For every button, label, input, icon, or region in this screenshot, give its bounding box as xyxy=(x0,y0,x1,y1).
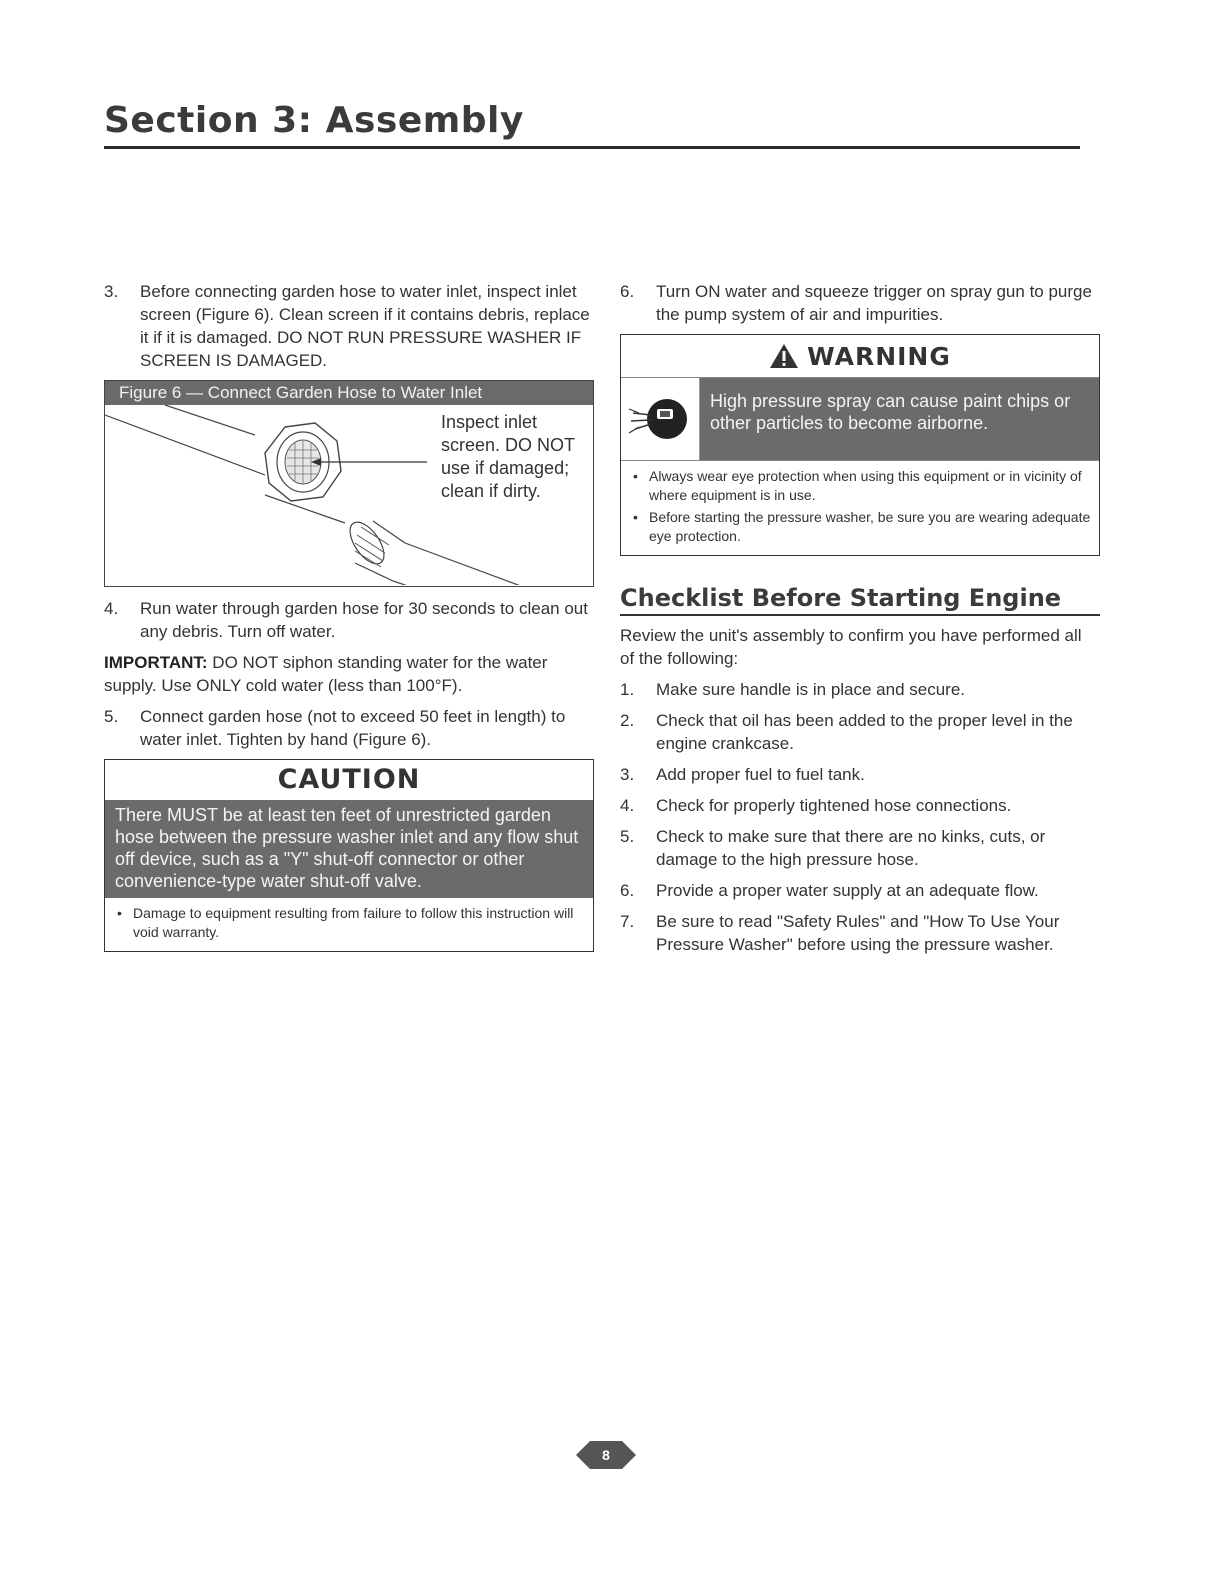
caution-bullets xyxy=(105,898,593,951)
step-text: Turn ON water and squeeze trigger on spray gun to purge the pump system of air and impurities. xyxy=(656,282,1092,324)
item-number: 2. xyxy=(620,710,635,730)
caution-bullet: • Damage to equipment resulting from failure to follow this instruction will void warranty. xyxy=(117,905,574,940)
item-text: Check to make sure that there are no kinks, cuts, or damage to the high pressure hose. xyxy=(656,826,1046,869)
step-number: 6. xyxy=(620,282,635,301)
checklist-item-7 xyxy=(620,910,1100,956)
checklist-item-1 xyxy=(620,678,1100,701)
item-text: Be sure to read "Safety Rules" and "How To Use Your Pressure Washer" before using the pressure washer. xyxy=(656,911,1060,954)
step-6 xyxy=(620,280,1100,326)
bullet-icon: • xyxy=(633,468,638,484)
important-note xyxy=(104,651,594,697)
step-5 xyxy=(104,705,594,751)
step-text: Run water through garden hose for 30 seconds to clean out any debris. Turn off water. xyxy=(140,599,588,641)
figure-caption: Figure 6 — Connect Garden Hose to Water Inlet xyxy=(105,381,593,405)
warning-heading: WARNING xyxy=(807,341,951,371)
eye-protection-icon xyxy=(627,391,693,447)
item-number: 5. xyxy=(620,826,635,846)
warning-bullets xyxy=(621,461,1099,555)
warning-icon-cell xyxy=(621,378,700,460)
step-number: 4. xyxy=(104,599,119,618)
page-number: 8 xyxy=(602,1447,610,1463)
warning-header xyxy=(621,335,1099,378)
checklist-rule xyxy=(620,614,1100,616)
item-text: Check that oil has been added to the proper level in the engine crankcase. xyxy=(656,710,1073,753)
figure-note: Inspect inlet screen. DO NOT use if damaged; clean if dirty. xyxy=(441,412,575,501)
checklist-item-5 xyxy=(620,825,1100,871)
step-4 xyxy=(104,597,594,643)
bullet-icon: • xyxy=(117,905,122,921)
item-text: Make sure handle is in place and secure. xyxy=(656,679,966,699)
item-number: 1. xyxy=(620,679,635,699)
step-text: Connect garden hose (not to exceed 50 feet in length) to water inlet. Tighten by hand (Figure 6). xyxy=(140,707,566,749)
important-label: IMPORTANT: xyxy=(104,653,208,672)
item-text: Check for properly tightened hose connections. xyxy=(656,795,1012,815)
section-title: Section 3: Assembly xyxy=(104,100,524,141)
step-3 xyxy=(104,280,594,372)
item-number: 6. xyxy=(620,880,635,900)
checklist-item-6 xyxy=(620,879,1100,902)
caution-box xyxy=(104,759,594,952)
bullet-icon: • xyxy=(633,509,638,525)
checklist-item-2 xyxy=(620,709,1100,755)
checklist-item-3 xyxy=(620,763,1100,786)
step-text: Before connecting garden hose to water inlet, inspect inlet screen (Figure 6). Clean screen if it contains debris, replace it if it is damaged. DO NOT RUN PRESSURE WASHER IF SCREEN IS DAMAGED. xyxy=(140,282,590,370)
warning-triangle-icon xyxy=(769,343,799,369)
figure-6 xyxy=(104,380,594,587)
item-number: 7. xyxy=(620,911,635,931)
item-number: 3. xyxy=(620,764,635,784)
warning-bullet: • Before starting the pressure washer, be sure you are wearing adequate eye protection. xyxy=(633,509,1091,544)
warning-hazard-row xyxy=(621,378,1099,461)
checklist-title: Checklist Before Starting Engine xyxy=(620,584,1062,612)
left-column xyxy=(104,280,594,952)
item-number: 4. xyxy=(620,795,635,815)
hose-coupling-icon xyxy=(343,516,405,581)
important-text: DO NOT siphon standing water for the water supply. Use ONLY cold water (less than 100°F). xyxy=(104,653,548,695)
caution-heading: CAUTION xyxy=(277,764,421,795)
warning-band-text: High pressure spray can cause paint chips or other particles to become airborne. xyxy=(700,378,1099,460)
page-number-badge xyxy=(576,1441,636,1469)
checklist-item-4 xyxy=(620,794,1100,817)
warning-box xyxy=(620,334,1100,556)
right-column xyxy=(620,280,1100,964)
caution-band-text: There MUST be at least ten feet of unrestricted garden hose between the pressure washer inlet and any flow shut off device, such as a "Y" shut-off connector or other convenience-type water shut-off valve. xyxy=(105,800,593,898)
title-rule xyxy=(104,146,1080,149)
warning-bullet: • Always wear eye protection when using this equipment or in vicinity of where equipment is in use. xyxy=(633,468,1082,503)
step-number: 3. xyxy=(104,282,119,301)
item-text: Add proper fuel to fuel tank. xyxy=(656,764,865,784)
item-text: Provide a proper water supply at an adequate flow. xyxy=(656,880,1039,900)
step-number: 5. xyxy=(104,707,119,726)
checklist-intro: Review the unit's assembly to confirm you have performed all of the following: xyxy=(620,625,1082,668)
